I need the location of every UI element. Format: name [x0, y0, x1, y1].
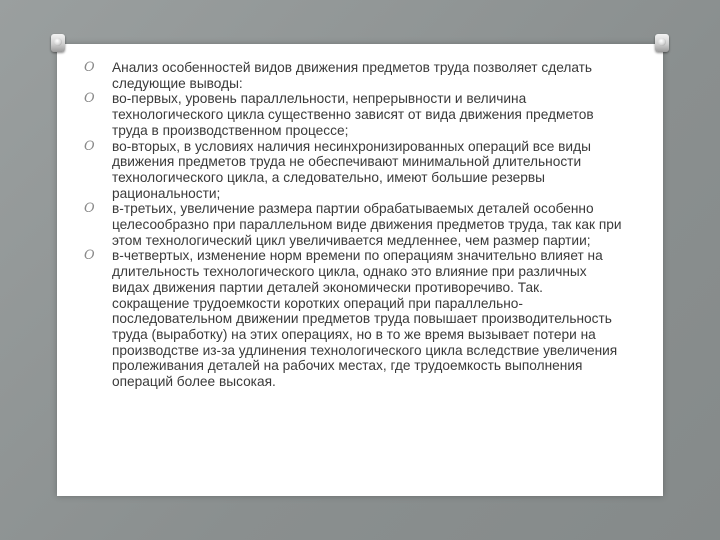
bullet-item	[84, 91, 624, 138]
bullet-marker-icon: O	[84, 91, 95, 107]
bullet-item	[84, 60, 624, 91]
pushpin-icon	[655, 34, 669, 52]
bullet-marker-icon: O	[84, 248, 95, 264]
bullet-text: Анализ особенностей видов движения предметов труда позволяет сделать следующие выводы:	[112, 60, 593, 91]
pushpin-icon	[51, 34, 65, 52]
bullet-item	[84, 201, 624, 248]
bullet-marker-icon: O	[84, 138, 95, 154]
bullet-marker-icon: O	[84, 60, 95, 75]
bullet-item	[84, 139, 624, 202]
bullet-list	[84, 60, 624, 390]
bullet-text: во-вторых, в условиях наличия несинхронизированных операций все виды движения предметов труда не обеспечивают минимальной длительности технологического цикла, а следовательно, имеют большие резервы рациональности;	[112, 138, 591, 201]
bullet-text: в-четвертых, изменение норм времени по операциям значительно влияет на длительность технологического цикла, однако это влияние при различных видах движения партии деталей экономически противоречиво. Так. сокращение трудоемкости коротких операций при параллельно-последовательном движении предметов труда повышает производительность труда (выработку) на этих операциях, но в то же время вызывает потери на производстве из-за удлинения технологического цикла вследствие увеличения пролеживания деталей на рабочих местах, где трудоемкость выполнения операций более высокая.	[112, 248, 618, 390]
bullet-marker-icon: O	[84, 201, 95, 217]
bullet-text: в-третьих, увеличение размера партии обрабатываемых деталей особенно целесообразно при параллельном виде движения предметов труда, так как при этом технологический цикл увеличивается медленнее, чем размер партии;	[112, 201, 622, 248]
bullet-item	[84, 248, 624, 389]
bullet-text: во-первых, уровень параллельности, непрерывности и величина технологического цикла существенно зависят от вида движения предметов труда в производственном процессе;	[112, 91, 594, 138]
